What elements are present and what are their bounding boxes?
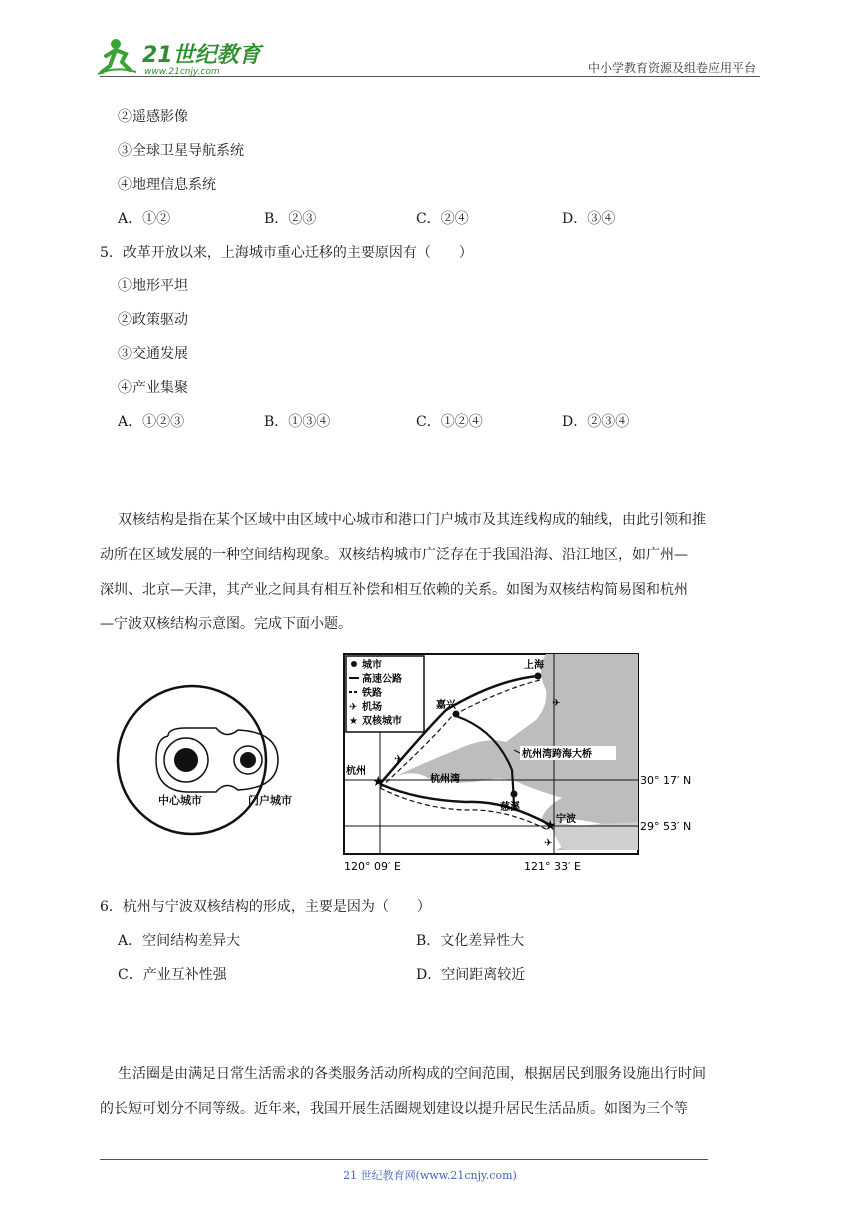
q6-option-c[interactable]: C．产业互补性强 — [118, 967, 227, 983]
airport-ningbo-icon: ✈ — [544, 838, 553, 849]
q6-stem: 6．杭州与宁波双核结构的形成，主要是因为（ ） — [100, 899, 431, 915]
legend-city: 城市 — [362, 660, 382, 671]
q5-option-d[interactable]: D．②③④ — [562, 414, 630, 430]
city-ningbo: 宁波 — [556, 814, 576, 825]
q4-item-4: ④地理信息系统 — [118, 177, 216, 193]
passage1-line-4: —宁波双核结构示意图。完成下面小题。 — [100, 616, 352, 632]
city-shanghai: 上海 — [524, 660, 544, 671]
city-jiaxing: 嘉兴 — [436, 700, 456, 711]
passage1-line-1: 双核结构是指在某个区域中由区域中心城市和港口门户城市及其连线构成的轴线，由此引领和推 — [118, 512, 706, 528]
passage2-line-1: 生活圈是由满足日常生活需求的各类服务活动所构成的空间范围，根据居民到服务设施出行时间 — [118, 1066, 706, 1082]
airport-icon: ✈ — [349, 702, 358, 713]
hangzhou-ningbo-map — [336, 650, 716, 880]
platform-title: 中小学教育资源及组卷应用平台 — [587, 61, 756, 75]
city-cixi: 慈溪 — [500, 802, 520, 813]
label-gateway-city: 门户城市 — [248, 794, 292, 807]
dual-core-diagram — [116, 680, 300, 850]
footer-link[interactable]: 21 世纪教育网(www.21cnjy.com) — [343, 1169, 517, 1182]
ningbo-star-icon: ★ — [544, 818, 557, 834]
hangzhou-star-icon: ★ — [372, 774, 385, 790]
airport-shanghai-icon: ✈ — [552, 698, 561, 709]
q4-option-a[interactable]: A．①② — [118, 211, 171, 227]
q4-option-b[interactable]: B．②③ — [264, 211, 317, 227]
logo-text: 21世纪教育 — [142, 43, 261, 68]
lon-label-2: 121° 33′ E — [524, 860, 581, 873]
q6-option-a[interactable]: A．空间结构差异大 — [118, 933, 241, 949]
bridge-label: 杭州湾跨海大桥 — [522, 749, 592, 760]
city-hangzhou: 杭州 — [346, 766, 366, 777]
q4-option-d[interactable]: D．③④ — [562, 211, 616, 227]
q4-option-c[interactable]: C．②④ — [416, 211, 469, 227]
legend-highway: 高速公路 — [362, 674, 402, 685]
header-divider — [100, 76, 760, 77]
airport-hangzhou-icon: ✈ — [394, 754, 403, 765]
q4-item-3: ③全球卫星导航系统 — [118, 143, 244, 159]
legend-dual-core: 双核城市 — [362, 716, 402, 727]
q5-option-b[interactable]: B．①③④ — [264, 414, 331, 430]
runner-icon — [98, 39, 136, 74]
bay-hangzhouwan: 杭州湾 — [430, 774, 460, 785]
logo-url: www.21cnjy.com — [144, 67, 220, 77]
legend-airport: 机场 — [362, 702, 382, 713]
label-center-city: 中心城市 — [158, 794, 202, 807]
star-icon: ★ — [349, 716, 358, 727]
passage1-line-3: 深圳、北京—天津，其产业之间具有相互补偿和相互依赖的关系。如图为双核结构简易图和杭州 — [100, 582, 688, 598]
q5-item-3: ③交通发展 — [118, 346, 188, 362]
q5-item-4: ④产业集聚 — [118, 380, 188, 396]
legend-railway: 铁路 — [362, 688, 382, 699]
q5-option-a[interactable]: A．①②③ — [118, 414, 185, 430]
q6-option-b[interactable]: B．文化差异性大 — [416, 933, 525, 949]
footer-divider — [100, 1159, 708, 1160]
q5-option-c[interactable]: C．①②④ — [416, 414, 483, 430]
q5-item-2: ②政策驱动 — [118, 312, 188, 328]
lat-label-1: 30° 17′ N — [640, 774, 692, 787]
site-logo — [96, 36, 266, 78]
lon-label-1: 120° 09′ E — [344, 860, 401, 873]
q5-stem: 5．改革开放以来，上海城市重心迁移的主要原因有（ ） — [100, 245, 473, 261]
passage2-line-2: 的长短可划分不同等级。近年来，我国开展生活圈规划建设以提升居民生活品质。如图为三个等 — [100, 1101, 688, 1117]
q5-item-1: ①地形平坦 — [118, 278, 188, 294]
passage1-line-2: 动所在区域发展的一种空间结构现象。双核结构城市广泛存在于我国沿海、沿江地区，如广州— — [100, 547, 688, 563]
lat-label-2: 29° 53′ N — [640, 820, 692, 833]
q6-option-d[interactable]: D．空间距离较近 — [416, 967, 526, 983]
q4-item-2: ②遥感影像 — [118, 109, 188, 125]
